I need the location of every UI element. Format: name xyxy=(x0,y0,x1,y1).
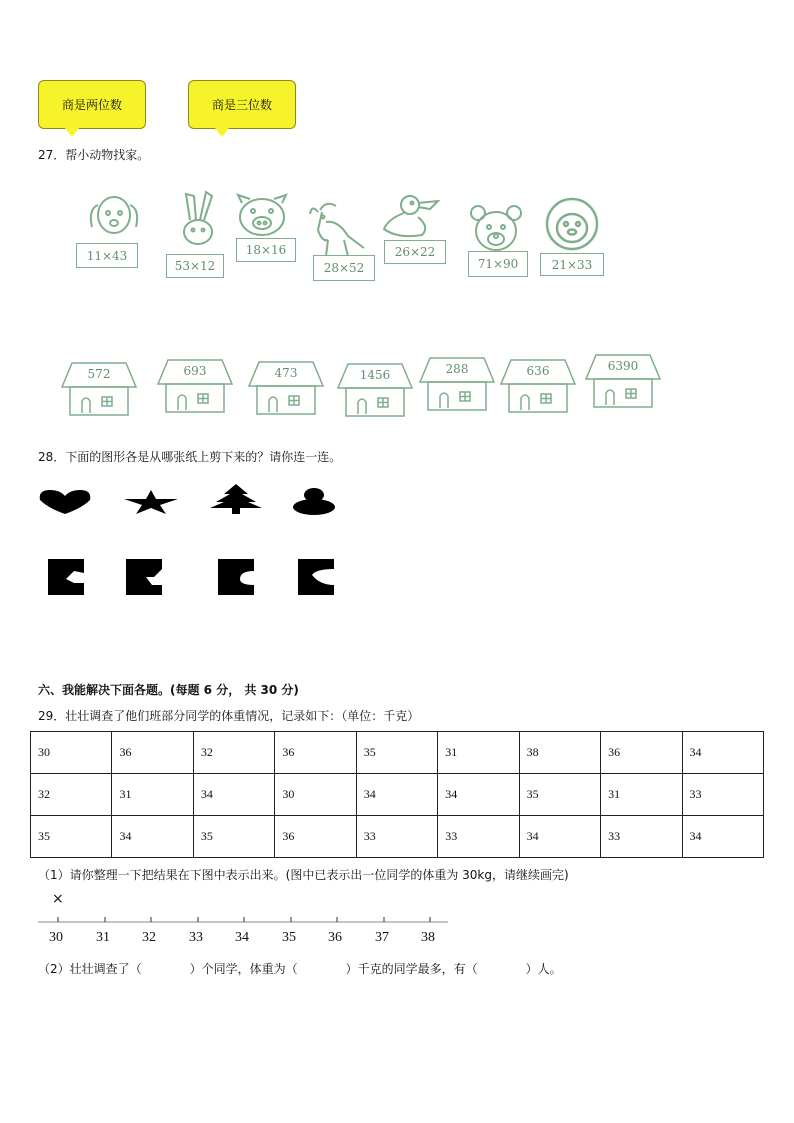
animal-sign: 53×12 xyxy=(166,254,224,278)
animal-sign: 11×43 xyxy=(76,243,138,268)
table-cell: 34 xyxy=(112,816,193,858)
tick-label: 32 xyxy=(142,930,156,945)
question-28: 28．下面的图形各是从哪张纸上剪下来的？请你连一连。 xyxy=(38,450,342,464)
house xyxy=(336,362,414,418)
house xyxy=(499,358,577,414)
question-29: 29．壮壮调查了他们班部分同学的体重情况，记录如下：（单位：千克） xyxy=(38,709,420,723)
tick-label: 37 xyxy=(375,930,389,945)
number-line-axis xyxy=(38,916,450,928)
table-cell: 38 xyxy=(519,732,600,774)
bubble-two-digit-label: 商是两位数 xyxy=(61,98,122,112)
house-number: 1456 xyxy=(359,368,391,382)
house-number: 572 xyxy=(87,367,111,381)
animal-sign: 26×22 xyxy=(384,240,446,264)
house xyxy=(584,353,662,409)
star-icon xyxy=(124,490,178,514)
weights-table xyxy=(30,731,764,858)
bubble-three-digit xyxy=(188,80,296,129)
heart-icon xyxy=(38,488,92,516)
table-cell: 34 xyxy=(682,732,764,774)
animal-sign: 18×16 xyxy=(236,238,296,262)
table-cell: 36 xyxy=(601,732,682,774)
table-cell: 36 xyxy=(275,732,356,774)
house-number: 636 xyxy=(526,364,550,378)
house xyxy=(60,361,138,417)
goat-icon xyxy=(308,200,368,258)
tick-label: 35 xyxy=(282,930,296,945)
table-cell: 33 xyxy=(682,774,764,816)
table-row xyxy=(31,774,764,816)
cut-paper-2 xyxy=(126,559,162,595)
table-cell: 36 xyxy=(275,816,356,858)
table-cell: 31 xyxy=(438,732,519,774)
bubble-three-digit-label: 商是三位数 xyxy=(211,98,272,112)
table-cell: 32 xyxy=(31,774,112,816)
table-cell: 31 xyxy=(601,774,682,816)
animal-sign: 71×90 xyxy=(468,251,528,277)
table-cell: 35 xyxy=(31,816,112,858)
rabbit-icon xyxy=(172,190,222,256)
house xyxy=(247,360,325,416)
table-cell: 35 xyxy=(356,732,437,774)
animal-sign: 21×33 xyxy=(540,253,604,276)
house xyxy=(418,356,496,412)
table-cell: 34 xyxy=(356,774,437,816)
tick-label: 31 xyxy=(96,930,110,945)
table-cell: 33 xyxy=(356,816,437,858)
table-cell: 35 xyxy=(193,816,274,858)
table-cell: 34 xyxy=(438,774,519,816)
table-cell: 31 xyxy=(112,774,193,816)
dog-icon xyxy=(84,193,144,243)
tick-label: 36 xyxy=(328,930,342,945)
house-number: 693 xyxy=(183,364,207,378)
cut-paper-4 xyxy=(298,559,334,595)
table-cell: 33 xyxy=(438,816,519,858)
monkey-icon xyxy=(540,196,604,254)
tree-icon xyxy=(208,484,264,514)
table-cell: 34 xyxy=(193,774,274,816)
house xyxy=(156,358,234,414)
duck-icon xyxy=(382,193,446,241)
cut-paper-1 xyxy=(48,559,84,595)
tick-label: 30 xyxy=(49,930,63,945)
cross-marker: × xyxy=(52,891,64,907)
table-cell: 30 xyxy=(31,732,112,774)
table-cell: 35 xyxy=(519,774,600,816)
house-number: 473 xyxy=(274,366,298,380)
table-row xyxy=(31,816,764,858)
bubble-tail xyxy=(65,128,79,137)
tick-label: 38 xyxy=(421,930,435,945)
table-cell: 30 xyxy=(275,774,356,816)
table-cell: 34 xyxy=(682,816,764,858)
table-cell: 36 xyxy=(112,732,193,774)
table-row xyxy=(31,732,764,774)
house-number: 288 xyxy=(445,362,469,376)
table-cell: 32 xyxy=(193,732,274,774)
table-cell: 34 xyxy=(519,816,600,858)
section-six-heading: 六、我能解决下面各题。(每题 6 分， 共 30 分) xyxy=(38,683,299,697)
sub-question-2: （2）壮壮调查了（ ）个同学，体重为（ ）千克的同学最多，有（ ）人。 xyxy=(38,962,562,976)
table-cell: 33 xyxy=(601,816,682,858)
tick-label: 34 xyxy=(235,930,249,945)
animal-sign: 28×52 xyxy=(313,255,375,281)
bubble-two-digit xyxy=(38,80,146,129)
bubble-tail xyxy=(215,128,229,137)
gourd-icon xyxy=(292,488,336,516)
tick-label: 33 xyxy=(189,930,203,945)
cut-paper-3 xyxy=(218,559,254,595)
sub-question-1: （1）请你整理一下把结果在下图中表示出来。(图中已表示出一位同学的体重为 30kg，请继续画完) xyxy=(38,868,569,882)
house-number: 6390 xyxy=(607,359,639,373)
pig-icon xyxy=(234,193,290,239)
bear-icon xyxy=(468,203,524,253)
question-27: 27．帮小动物找家。 xyxy=(38,148,150,162)
